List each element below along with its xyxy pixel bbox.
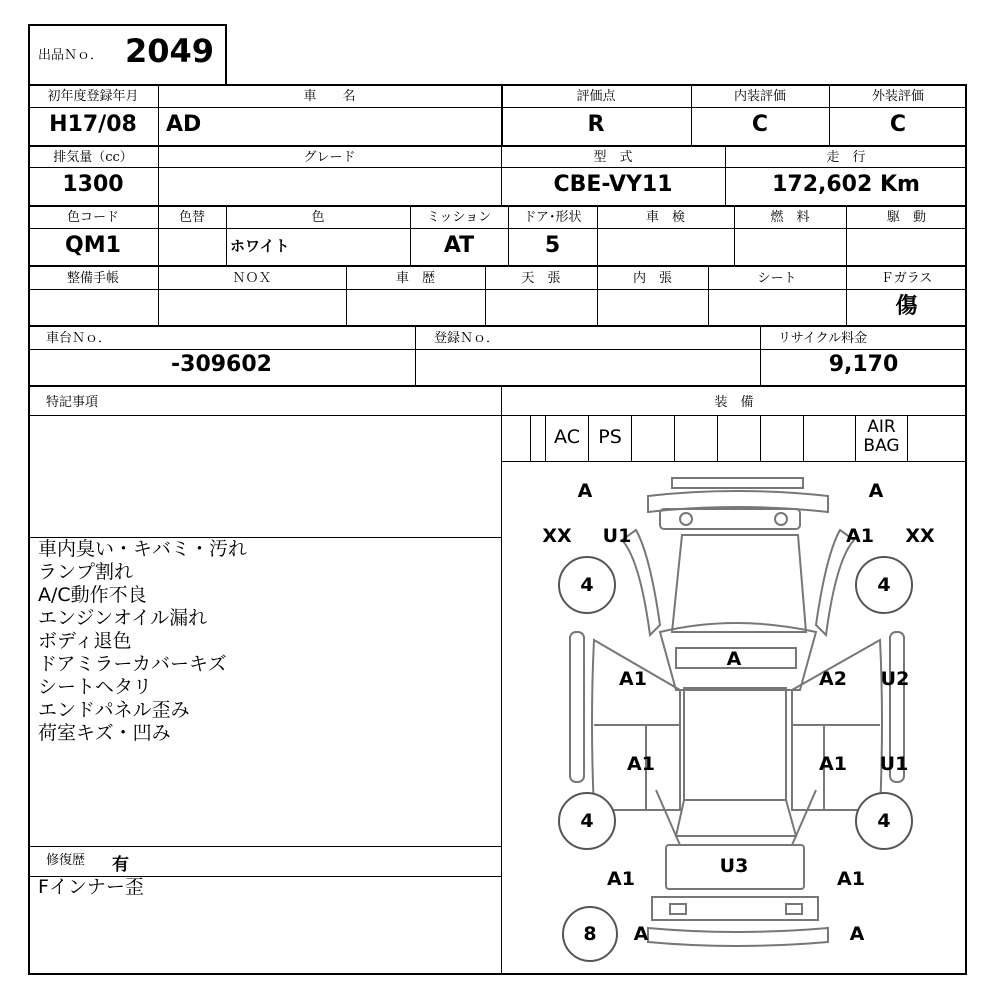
f-glass-label: Ｆガラス <box>880 271 933 286</box>
inner-trim-label: 内 張 <box>632 271 672 286</box>
mileage-label: 走 行 <box>826 150 866 165</box>
interior-value: C <box>751 112 769 137</box>
equipment-label: 装 備 <box>714 395 754 410</box>
equipment-cell <box>760 415 803 461</box>
reg-no-label: 登録Ｎｏ． <box>434 331 500 346</box>
chassis-no-label: 車台Ｎｏ． <box>46 331 112 346</box>
equipment-cell: PS <box>588 415 631 461</box>
equipment-cell: AC <box>545 415 588 461</box>
equipment-cell <box>530 415 545 461</box>
damage-mark-front-far-l: XX <box>542 525 572 547</box>
color-code-label: 色コード <box>66 210 119 225</box>
note-item: 荷室キズ・凹み <box>38 722 171 744</box>
mileage-value: 172,602 Km <box>772 172 920 197</box>
color-value: ホワイト <box>230 237 290 255</box>
car-name-label: 車 名 <box>303 89 356 104</box>
note-item: ボディ退色 <box>38 630 132 652</box>
grade-label: グレード <box>303 150 356 165</box>
exterior-label: 外装評価 <box>871 89 924 104</box>
recycle-value: 9,170 <box>828 352 899 377</box>
note-item: 車内臭い・キバミ・汚れ <box>38 538 248 560</box>
displacement-label: 排気量（cc） <box>53 150 133 165</box>
repair-value: 有 <box>112 855 129 875</box>
drive-label: 駆 動 <box>886 210 926 225</box>
damage-mark-front-bumper-l: A <box>577 480 593 502</box>
equipment-cell <box>717 415 760 461</box>
damage-mark-front-far-r: XX <box>905 525 935 547</box>
tire-spare: 8 <box>562 906 618 962</box>
damage-mark-rear-bumper-l: A <box>633 923 649 945</box>
first-reg-value: H17/08 <box>49 112 137 137</box>
f-glass-value: 傷 <box>895 294 918 319</box>
equipment-grid <box>501 415 967 461</box>
damage-mark-rear-door-r: A1 <box>819 753 847 775</box>
inspection-label: 車 検 <box>645 210 685 225</box>
tire-rl: 4 <box>558 792 616 850</box>
note-item: A/C動作不良 <box>38 584 147 606</box>
note-item: エンドパネル歪み <box>38 699 190 721</box>
damage-mark-front-door-r-out: U2 <box>880 668 910 690</box>
equipment-cell <box>803 415 855 461</box>
damage-mark-front-bumper-r: A <box>868 480 884 502</box>
mission-value: AT <box>443 233 475 258</box>
first-reg-label: 初年度登録年月 <box>47 89 139 104</box>
door-shape-label: ドア･形状 <box>523 210 582 225</box>
note-item: ドアミラーカバーキズ <box>38 653 227 675</box>
damage-mark-quarter-r: A1 <box>837 868 865 890</box>
model-label: 型 式 <box>593 150 633 165</box>
damage-mark-front-near-r: A1 <box>846 525 874 547</box>
note-item: エンジンオイル漏れ <box>38 607 208 629</box>
model-value: CBE-VY11 <box>553 172 673 197</box>
damage-mark-rear-bumper-r: A <box>849 923 865 945</box>
note-item: ランプ割れ <box>38 561 134 583</box>
door-shape-value: 5 <box>544 233 561 258</box>
lot-number: 2049 <box>125 32 215 70</box>
fuel-label: 燃 料 <box>770 210 810 225</box>
equipment-cell <box>631 415 674 461</box>
tire-rr: 4 <box>855 792 913 850</box>
history-label: 車 歴 <box>395 271 435 286</box>
tire-fr: 4 <box>855 556 913 614</box>
damage-mark-quarter-l: A1 <box>607 868 635 890</box>
damage-mark-rear-door-l: A1 <box>627 753 655 775</box>
lot-number-box <box>28 24 227 84</box>
exterior-value: C <box>889 112 907 137</box>
equipment-cell <box>907 415 908 461</box>
score-label: 評価点 <box>576 89 616 104</box>
recycle-label: リサイクル料金 <box>778 331 868 346</box>
damage-mark-front-door-l: A1 <box>619 668 647 690</box>
interior-label: 内装評価 <box>733 89 786 104</box>
damage-mark-rear-door-r-out: U1 <box>879 753 909 775</box>
seat-label: シート <box>757 271 797 286</box>
lot-number-label: 出品Ｎｏ． <box>38 48 104 63</box>
car-name-value: AD <box>166 112 202 137</box>
equipment-cell: AIR BAG <box>855 415 907 461</box>
repair-note-item: Fインナー歪 <box>38 876 144 898</box>
tire-fl: 4 <box>558 556 616 614</box>
damage-mark-front-near-l: U1 <box>602 525 632 547</box>
nox-label: ＮＯＸ <box>232 271 272 286</box>
displacement-value: 1300 <box>62 172 124 197</box>
roof-label: 天 張 <box>521 271 561 286</box>
damage-mark-back-door: U3 <box>719 855 749 877</box>
maint-book-label: 整備手帳 <box>66 271 119 286</box>
note-item: シートヘタリ <box>38 676 153 698</box>
damage-mark-roof: A <box>726 648 742 670</box>
chassis-no-value: -309602 <box>171 352 272 377</box>
color-change-label: 色替 <box>178 210 205 225</box>
notes-label: 特記事項 <box>46 395 99 410</box>
score-value: R <box>587 112 605 137</box>
damage-mark-front-door-r: A2 <box>819 668 847 690</box>
color-code-value: QM1 <box>65 233 121 258</box>
color-label: 色 <box>311 210 325 225</box>
equipment-cell <box>674 415 717 461</box>
mission-label: ミッション <box>426 210 492 225</box>
repair-label: 修復歴 <box>46 853 86 868</box>
